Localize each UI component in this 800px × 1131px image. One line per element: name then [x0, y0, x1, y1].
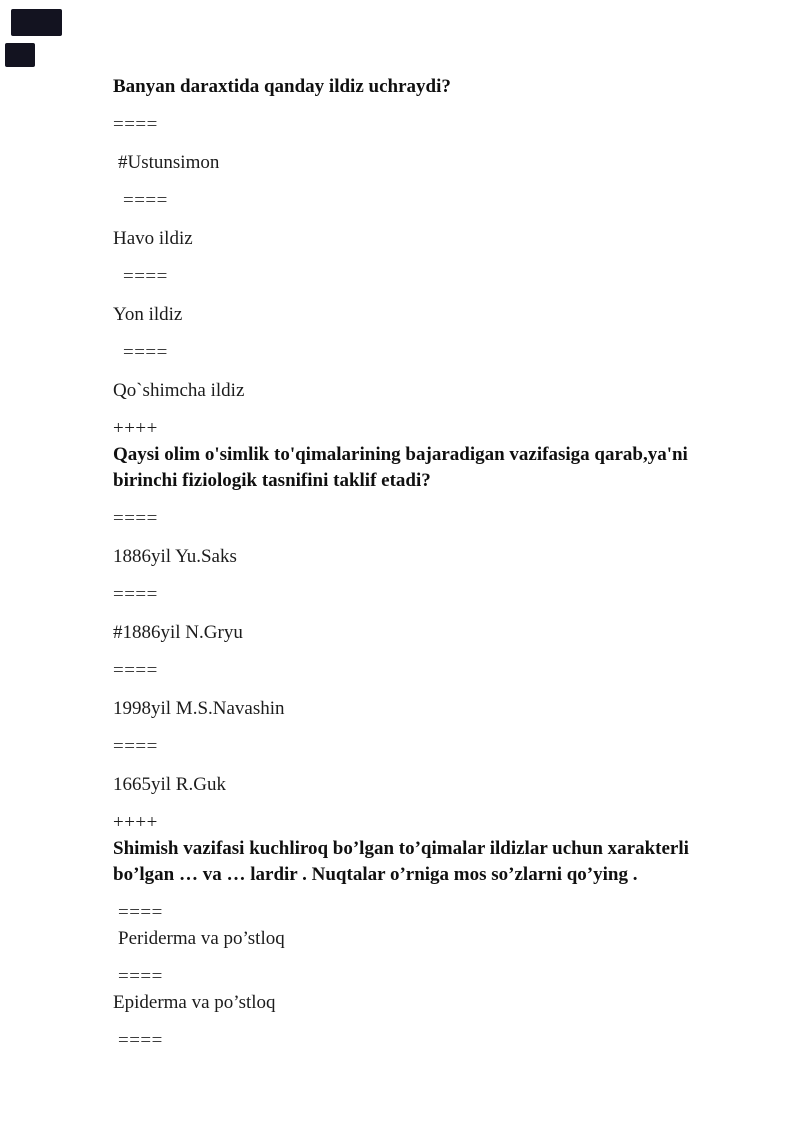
answer-separator: ====: [123, 342, 168, 363]
answer-option: 1998yil M.S.Navashin: [113, 698, 285, 719]
answer-option: Epiderma va po’stloq: [113, 992, 276, 1013]
answer-option: 1886yil Yu.Saks: [113, 546, 237, 567]
correct-answer-option: #Ustunsimon: [118, 152, 220, 173]
answer-separator: ====: [113, 508, 158, 529]
corner-mark-small: [5, 43, 35, 67]
answer-separator: ====: [118, 966, 163, 987]
answer-separator: ====: [118, 902, 163, 923]
answer-separator: ====: [113, 114, 158, 135]
question-text: Qaysi olim o'simlik to'qimalarining bajaradigan vazifasiga qarab,ya'ni: [113, 444, 688, 465]
question-text: Banyan daraxtida qanday ildiz uchraydi?: [113, 76, 451, 97]
answer-option: 1665yil R.Guk: [113, 774, 226, 795]
corner-mark-large: [11, 9, 62, 36]
question-text: birinchi fiziologik tasnifini taklif etadi?: [113, 470, 431, 491]
correct-answer-option: #1886yil N.Gryu: [113, 622, 243, 643]
answer-separator: ====: [123, 190, 168, 211]
answer-separator: ====: [118, 1030, 163, 1051]
answer-separator: ====: [113, 660, 158, 681]
quiz-document-body: [113, 74, 737, 1054]
question-divider: ++++: [113, 418, 158, 439]
answer-option: Qo`shimcha ildiz: [113, 380, 245, 401]
answer-separator: ====: [113, 584, 158, 605]
answer-option: Havo ildiz: [113, 228, 193, 249]
answer-separator: ====: [123, 266, 168, 287]
question-text: bo’lgan … va … lardir . Nuqtalar o’rniga mos so’zlarni qo’ying .: [113, 864, 638, 885]
question-text: Shimish vazifasi kuchliroq bo’lgan to’qimalar ildizlar uchun xarakterli: [113, 838, 689, 859]
answer-separator: ====: [113, 736, 158, 757]
answer-option: Periderma va po’stloq: [118, 928, 285, 949]
answer-option: Yon ildiz: [113, 304, 183, 325]
question-divider: ++++: [113, 812, 158, 833]
